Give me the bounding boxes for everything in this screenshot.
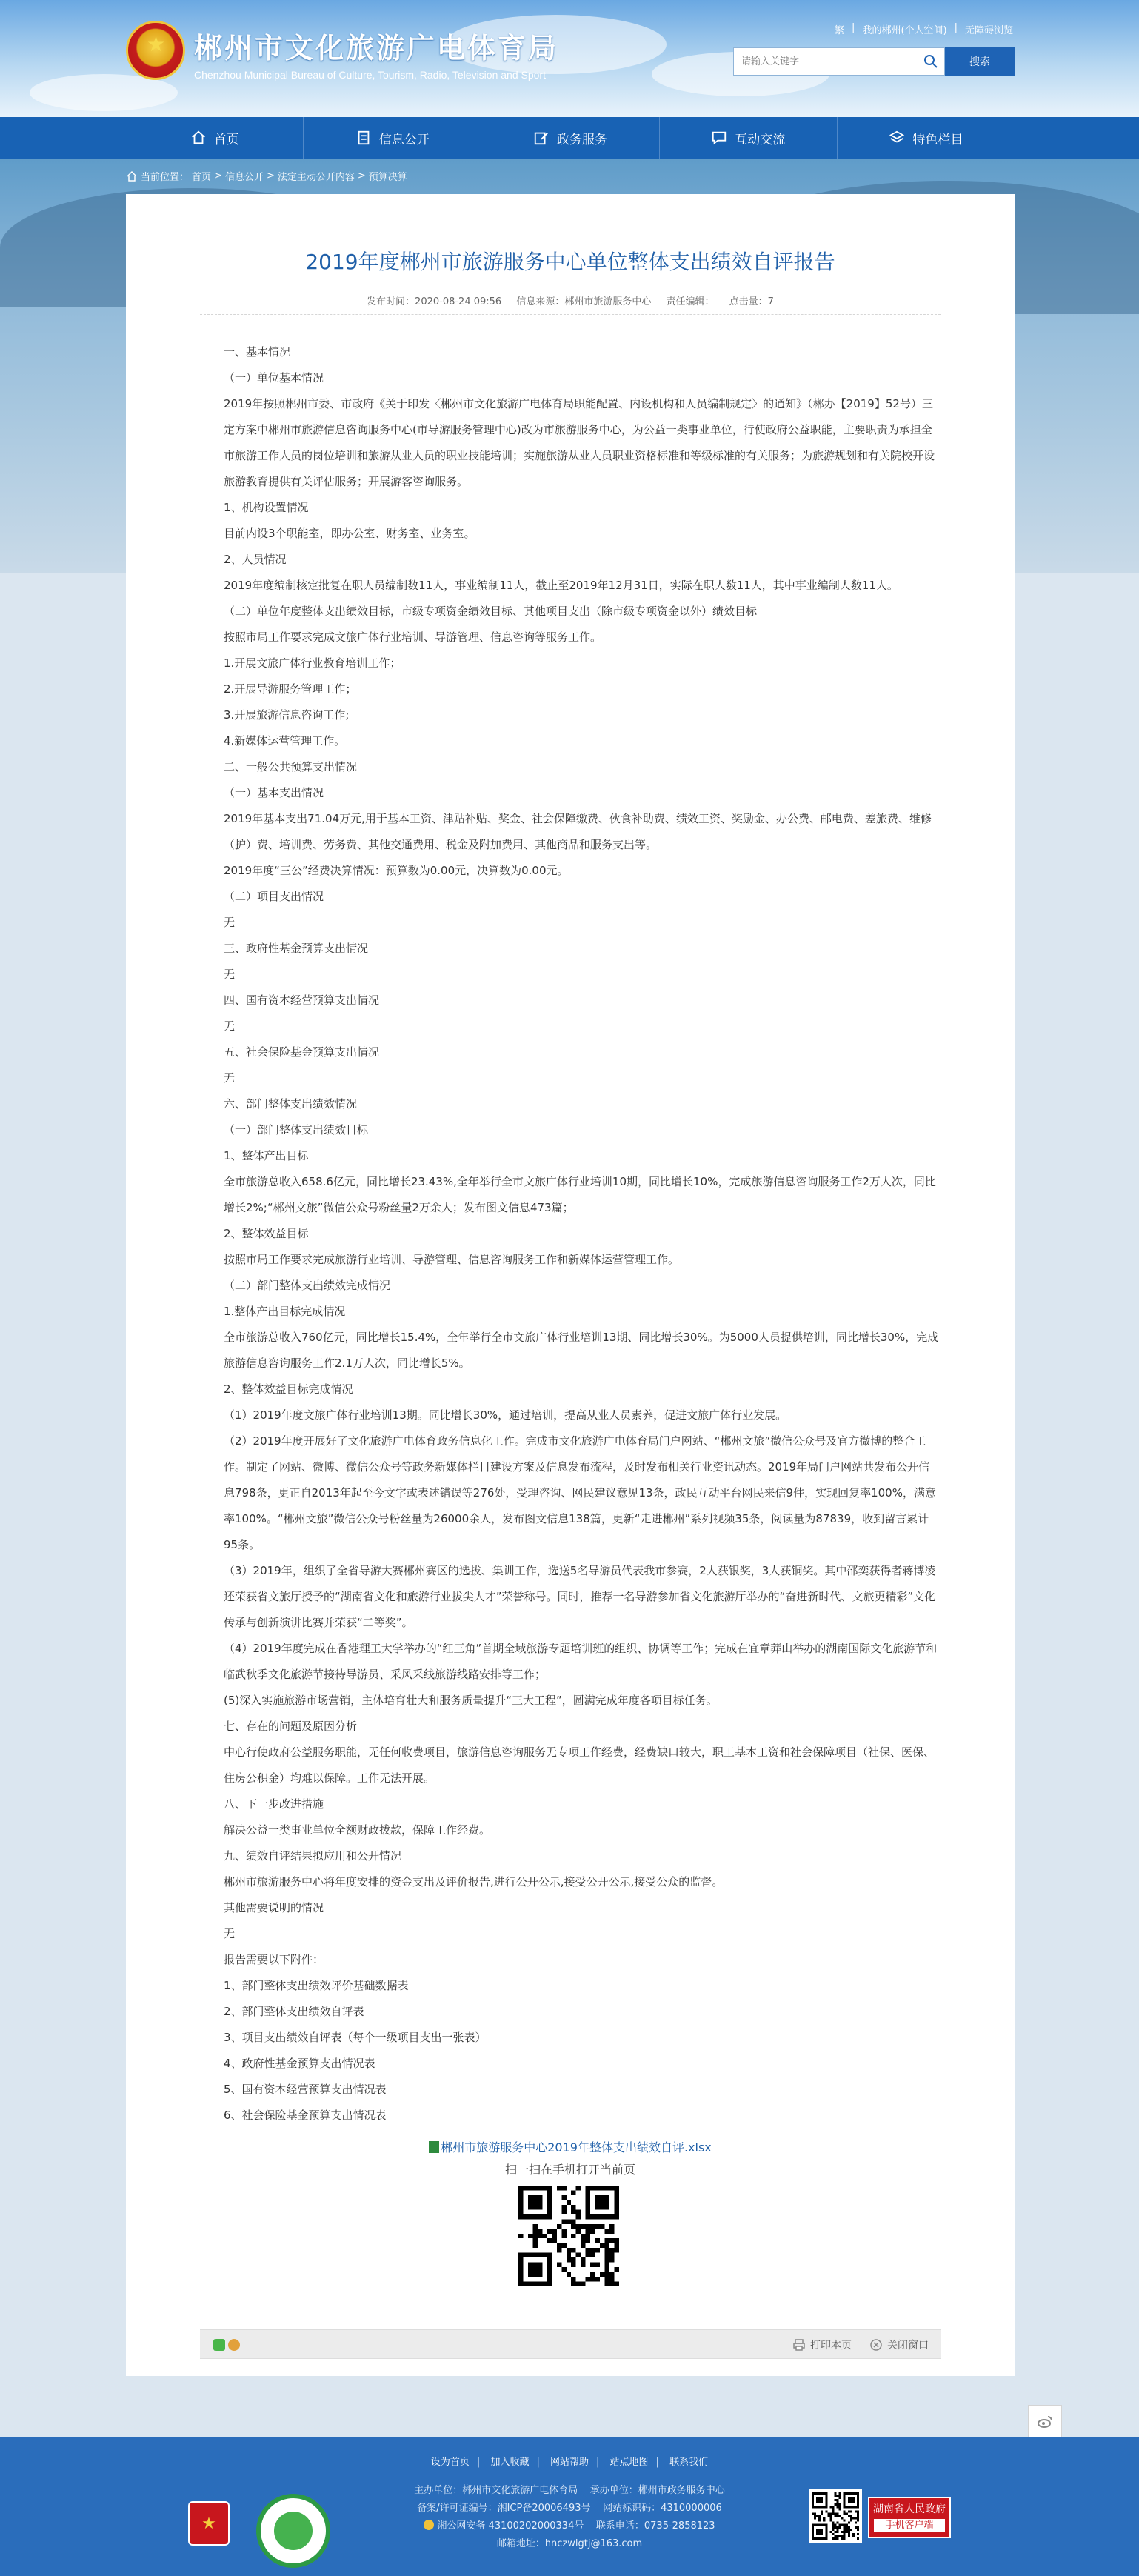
article-paragraph: 其他需要说明的情况 — [224, 1901, 324, 1914]
article-paragraph: 4、政府性基金预算支出情况表 — [224, 2057, 375, 2070]
article-paragraph: 报告需要以下附件： — [224, 1953, 324, 1966]
footer-qr-code-icon — [809, 2489, 862, 2543]
article-paragraph: 郴州市旅游服务中心将年度安排的资金支出及评价报告,进行公开公示,接受公开公示,接受公众的监督。 — [224, 1875, 724, 1888]
publish-time: 发布时间：2020-08-24 09:56 — [367, 296, 502, 307]
article-paragraph: 无 — [224, 968, 236, 981]
article-paragraph: 无 — [224, 1071, 236, 1085]
search-input[interactable] — [734, 48, 904, 75]
article-toolbar — [200, 2329, 941, 2359]
article-paragraph: (5)深入实施旅游市场营销，主体培育壮大和服务质量提升“三大工程”，圆满完成年度各项目标任务。 — [224, 1694, 718, 1707]
nav-item-interaction[interactable] — [660, 117, 838, 159]
home-icon — [190, 130, 207, 146]
article-paragraph: 2、整体效益目标 — [224, 1227, 309, 1240]
traditional-chinese-link[interactable]: 繁 — [835, 25, 845, 36]
article-paragraph: 5、国有资本经营预算支出情况表 — [224, 2083, 387, 2096]
search-box — [733, 47, 945, 76]
article-paragraph: 2019年度编制核定批复在职人员编制数11人，事业编制11人，截止至2019年12月31日，实际在职人数11人，其中事业编制人数11人。 — [224, 579, 898, 592]
nav-item-featured[interactable] — [838, 117, 1015, 159]
article-paragraph: 2、整体效益目标完成情况 — [224, 1382, 353, 1396]
article-paragraph: （3）2019年，组织了全省导游大赛郴州赛区的选拔、集训工作，选送5名导游员代表我市参赛，2人获银奖，3人获铜奖。其中邵奕获得者蒋博凌还荣获省文旅厅授予的“湖南省文化和旅游行业拔尖人才”荣誉称号。同时，推荐一名导游参加省文化旅游厅举办的“奋进新时代、文旅更精彩”文化传承与创新演讲比赛并荣获“二等奖”。 — [224, 1564, 936, 1629]
nav-item-gov-services[interactable] — [481, 117, 659, 159]
set-homepage-link[interactable]: 设为首页 — [430, 2457, 470, 2468]
click-count: 点击量：7 — [729, 296, 774, 307]
national-emblem-icon: ★ — [126, 21, 185, 80]
add-favorite-link[interactable]: 加入收藏 — [490, 2457, 530, 2468]
article-paragraph: （一）基本支出情况 — [224, 786, 324, 799]
article-paragraph: （2）2019年度开展好了文化旅游广电体育政务信息化工作。完成市文化旅游广电体育局门户网站、“郴州文旅”微信公众号及官方微博的整合工作。制定了网站、微博、微信公众号等政务新媒体栏目建设方案及信息发布流程，及时发布相关行业资讯动态。2019年局门户网站共发布公开信息798条，更正自2013年起至今文字或表述错误等276处，受理咨询、网民建议意见13条，政民互动平台网民来信9件，实现回复率100%，满意率100%。“郴州文旅”微信公众号粉丝量为26000余人，发布图文信息138篇，更新“走进郴州”系列视频35条，阅读量为87839，收到留言累计95条。 — [224, 1434, 936, 1551]
wechat-share-icon[interactable] — [213, 2339, 225, 2351]
article-paragraph: 解决公益一类事业单位全额财政拨款，保障工作经费。 — [224, 1823, 491, 1837]
article-paragraph: 九、绩效自评结果拟应用和公开情况 — [224, 1849, 402, 1863]
article-title: 2019年度郴州市旅游服务中心单位整体支出绩效自评报告 — [305, 250, 835, 274]
article-paragraph: （二）项目支出情况 — [224, 890, 324, 903]
article-paragraph: 2.开展导游服务管理工作； — [224, 682, 357, 696]
article-paragraph: 1.开展文旅广体行业教育培训工作； — [224, 656, 401, 670]
nav-item-label: 互动交流 — [735, 132, 786, 147]
article-paragraph: （二）部门整体支出绩效完成情况 — [224, 1279, 391, 1292]
article-paragraph: 1、整体产出目标 — [224, 1149, 309, 1162]
article-paragraph: 全市旅游总收入760亿元，同比增长15.4%，全年举行全市文旅广体行业培训13期、同比增长30%。为5000人员提供培训，同比增长30%，完成旅游信息咨询服务工作2.1万人次，同比增长5%。 — [224, 1331, 939, 1370]
article-paragraph: 无 — [224, 1927, 236, 1940]
article-paragraph: （4）2019年度完成在香港理工大学举办的“红三角”首期全域旅游专题培训班的组织、协调等工作；完成在宜章莽山举办的湖南国际文化旅游节和临武秋季文化旅游节接待导游员、采风采线旅游线路安排等工作； — [224, 1642, 938, 1681]
organizer: 承办单位：郴州市政务服务中心 — [589, 2485, 725, 2496]
article-body — [224, 339, 939, 2129]
site-help-link[interactable]: 网站帮助 — [550, 2457, 589, 2468]
article-paragraph: 2019年基本支出71.04万元,用于基本工资、津贴补贴、奖金、社会保障缴费、伙食补助费、绩效工资、奖励金、办公费、邮电费、差旅费、维修（护）费、培训费、劳务费、其他交通费用、税金及附加费用、其他商品和服务支出等。 — [224, 812, 932, 851]
close-label: 关闭窗口 — [887, 2340, 929, 2352]
article-paragraph: 目前内设3个职能室，即办公室、财务室、业务室。 — [224, 527, 475, 540]
article-paragraph: 4.新媒体运营管理工作。 — [224, 734, 346, 748]
police-badge-icon — [424, 2520, 434, 2530]
site-code: 网站标识码：4310000006 — [603, 2503, 722, 2514]
article-paragraph: 五、社会保险基金预算支出情况 — [224, 1045, 380, 1059]
hunan-gov-app-badge[interactable] — [868, 2497, 951, 2538]
article-paragraph: 按照市局工作要求完成文旅广体行业培训、导游管理、信息咨询等服务工作。 — [224, 630, 602, 644]
article-paragraph: （二）单位年度整体支出绩效目标，市级专项资金绩效目标、其他项目支出（除市级专项资金以外）绩效目标 — [224, 605, 758, 618]
close-icon — [869, 2338, 883, 2352]
sitemap-link[interactable]: 站点地图 — [609, 2457, 649, 2468]
article-paragraph: 2019年度“三公”经费决算情况：预算数为0.00元，决算数为0.00元。 — [224, 864, 569, 877]
qr-label: 扫一扫在手机打开当前页 — [504, 2163, 635, 2177]
excel-file-icon — [429, 2141, 439, 2153]
nav-item-label: 信息公开 — [378, 132, 430, 147]
accessibility-link[interactable]: 无障碍浏览 — [964, 25, 1013, 36]
nav-item-label: 首页 — [213, 132, 239, 147]
breadcrumb-item[interactable]: 信息公开 — [224, 172, 264, 183]
divider — [200, 314, 941, 315]
layers-icon — [889, 130, 905, 146]
contact-email: 邮箱地址：hnczwlgtj@163.com — [496, 2538, 643, 2549]
nav-item-home[interactable] — [126, 117, 304, 159]
editor: 责任编辑： — [666, 296, 715, 307]
article-paragraph: 一、基本情况 — [224, 345, 291, 359]
close-window-button[interactable] — [869, 2337, 929, 2352]
nav-item-info-disclosure[interactable] — [304, 117, 481, 159]
article-paragraph: 2、部门整体支出绩效自评表 — [224, 2005, 364, 2018]
article-paragraph: 3、项目支出绩效自评表（每个一级项目支出一张表） — [224, 2031, 487, 2044]
gov-badge-subtitle: 手机客户端 — [874, 2519, 945, 2532]
article-paragraph: 3.开展旅游信息咨询工作; — [224, 708, 350, 722]
breadcrumb — [126, 169, 407, 183]
weibo-float-button[interactable] — [1028, 2405, 1062, 2439]
site-header — [0, 0, 1139, 117]
article-paragraph: （一）部门整体支出绩效目标 — [224, 1123, 369, 1136]
site-subtitle: Chenzhou Municipal Bureau of Culture, Tourism, Radio, Television and Sport — [194, 69, 546, 81]
article-paragraph: 1、部门整体支出绩效评价基础数据表 — [224, 1979, 409, 1992]
article-paragraph: 四、国有资本经营预算支出情况 — [224, 994, 380, 1007]
chat-icon — [711, 130, 727, 146]
my-space-link[interactable]: 我的郴州(个人空间) — [862, 25, 947, 36]
article-paragraph: 1.整体产出目标完成情况 — [224, 1305, 346, 1318]
site-footer — [0, 2437, 1139, 2576]
article-paragraph: 七、存在的问题及原因分析 — [224, 1720, 358, 1733]
article-card — [126, 194, 1015, 2376]
article-paragraph: （一）单位基本情况 — [224, 371, 324, 385]
contact-link[interactable]: 联系我们 — [669, 2457, 709, 2468]
article-paragraph: 2、人员情况 — [224, 553, 287, 566]
breadcrumb-prefix: 当前位置： — [141, 172, 190, 183]
article-meta — [126, 293, 1015, 307]
article-paragraph: 无 — [224, 1019, 236, 1033]
article-paragraph: 2019年按照郴州市委、市政府《关于印发〈郴州市文化旅游广电体育局职能配置、内设机构和人员编制规定〉的通知》（郴办【2019】52号）三定方案中郴州市旅游信息咨询服务中心(市导游服务管理中心)改为市旅游服务中心，为公益一类事业单位，行使政府公益职能，主要职责为承担全市旅游工作人员的岗位培训和旅游从业人员的职业技能培训；实施旅游从业人员职业资格标准和等级标准的有关服务；为旅游规划和有关院校开设旅游教育提供有关评估服务；开展游客咨询服务。 — [224, 397, 935, 488]
breadcrumb-separator: > — [266, 170, 275, 182]
weibo-share-icon[interactable] — [228, 2339, 240, 2351]
article-paragraph: 全市旅游总收入658.6亿元，同比增长23.43%,全年举行全市文旅广体行业培训10期，同比增长10%，完成旅游信息咨询服务工作2万人次，同比增长2%;“郴州文旅”微信公众号粉丝量2万余人；发布图文信息473篇； — [224, 1175, 936, 1214]
attachment-label: 郴州市旅游服务中心2019年整体支出绩效自评.xlsx — [441, 2140, 712, 2154]
article-paragraph: 三、政府性基金预算支出情况 — [224, 942, 369, 955]
sponsor: 主办单位：郴州市文化旅游广电体育局 — [414, 2485, 578, 2496]
breadcrumb-separator: > — [214, 170, 222, 182]
weibo-icon — [1036, 2413, 1054, 2431]
breadcrumb-item[interactable]: 法定主动公开内容 — [277, 172, 355, 183]
article-paragraph: 中心行使政府公益服务职能，无任何收费项目，旅游信息咨询服务无专项工作经费，经费缺口较大，职工基本工资和社会保障项目（社保、医保、住房公积金）均难以保障。工作无法开展。 — [224, 1745, 935, 1785]
gov-badge-title: 湖南省人民政府 — [873, 2503, 946, 2515]
icp-number[interactable]: 备案/许可证编号：湘ICP备20006493号 — [417, 2503, 591, 2514]
main-nav — [0, 117, 1139, 159]
breadcrumb-item[interactable]: 预算决算 — [368, 172, 407, 183]
home-icon — [126, 170, 138, 182]
breadcrumb-item[interactable]: 首页 — [192, 172, 212, 183]
print-button[interactable] — [792, 2337, 852, 2352]
police-record[interactable]: 湘公网安备 43100202000334号 — [437, 2520, 584, 2532]
edit-icon — [533, 130, 550, 146]
qr-code-icon — [518, 2186, 619, 2286]
contact-phone: 联系电话：0735-2858123 — [595, 2520, 715, 2532]
top-links: 繁 | 我的郴州(个人空间) | 无障碍浏览 — [835, 22, 1013, 36]
site-title: 郴州市文化旅游广电体育局 — [194, 32, 559, 64]
search-icon[interactable] — [923, 54, 938, 69]
article-paragraph: （1）2019年度文旅广体行业培训13期。同比增长30%，通过培训，提高从业人员素养，促进文旅广体行业发展。 — [224, 1408, 787, 1422]
article-paragraph: 六、部门整体支出绩效情况 — [224, 1097, 358, 1111]
footer-links: 设为首页 | 加入收藏 | 网站帮助 | 站点地图 | 联系我们 — [430, 2457, 709, 2468]
article-paragraph: 八、下一步改进措施 — [224, 1797, 324, 1811]
article-paragraph: 按照市局工作要求完成旅游行业培训、导游管理、信息咨询服务工作和新媒体运营管理工作。 — [224, 1253, 680, 1266]
breadcrumb-separator: > — [357, 170, 366, 182]
article-paragraph: 1、机构设置情况 — [224, 501, 309, 514]
nav-item-label: 特色栏目 — [912, 132, 963, 147]
attachment-link[interactable] — [126, 2138, 1015, 2155]
footer-info — [0, 2482, 1139, 2553]
info-source: 信息来源：郴州市旅游服务中心 — [516, 296, 652, 307]
print-label: 打印本页 — [810, 2340, 852, 2352]
printer-icon — [792, 2338, 806, 2352]
party-gov-badge-icon[interactable]: ★ — [188, 2501, 230, 2546]
search-button[interactable]: 搜索 — [945, 47, 1015, 76]
document-icon — [355, 130, 372, 146]
article-paragraph: 6、社会保险基金预算支出情况表 — [224, 2109, 387, 2122]
nav-item-label: 政务服务 — [557, 132, 607, 147]
article-paragraph: 二、一般公共预算支出情况 — [224, 760, 358, 773]
article-paragraph: 无 — [224, 916, 236, 929]
